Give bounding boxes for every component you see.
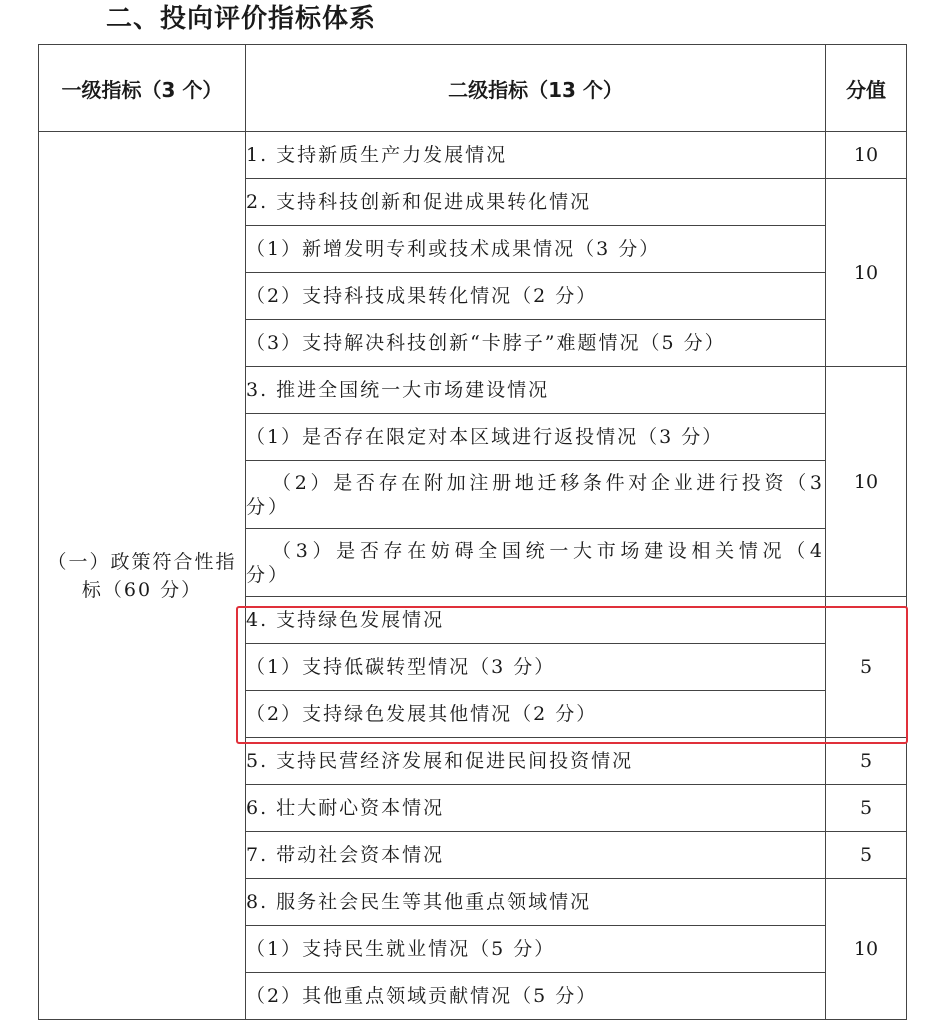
indicator-sub-item: （2）其他重点领域贡献情况（5 分） [246,973,826,1020]
indicator-item: 5. 支持民营经济发展和促进民间投资情况 [246,738,826,785]
indicator-sub-item: （2）是否存在附加注册地迁移条件对企业进行投资（3 分） [246,461,826,529]
indicator-item: 3. 推进全国统一大市场建设情况 [246,367,826,414]
indicator-sub-item: （3）是否存在妨碍全国统一大市场建设相关情况（4 分） [246,529,826,597]
indicator-sub-item: （2）支持科技成果转化情况（2 分） [246,273,826,320]
level1-indicator: （一）政策符合性指标（60 分） [39,132,246,1020]
indicator-sub-item: （1）是否存在限定对本区域进行返投情况（3 分） [246,414,826,461]
indicator-item: 1. 支持新质生产力发展情况 [246,132,826,179]
score-cell: 10 [826,179,907,367]
indicator-item: 7. 带动社会资本情况 [246,832,826,879]
indicator-sub-item: （1）支持民生就业情况（5 分） [246,926,826,973]
indicator-sub-item: （2）支持绿色发展其他情况（2 分） [246,691,826,738]
indicator-item: 4. 支持绿色发展情况 [246,597,826,644]
evaluation-index-table [38,44,907,1020]
table-row [39,132,907,179]
header-level2: 二级指标（13 个） [246,45,826,132]
section-title: 二、投向评价指标体系 [106,4,377,34]
header-score: 分值 [826,45,907,132]
score-cell: 5 [826,832,907,879]
indicator-item: 2. 支持科技创新和促进成果转化情况 [246,179,826,226]
header-level1: 一级指标（3 个） [39,45,246,132]
score-cell: 10 [826,879,907,1020]
score-cell: 5 [826,738,907,785]
indicator-sub-item: （3）支持解决科技创新“卡脖子”难题情况（5 分） [246,320,826,367]
indicator-sub-item: （1）新增发明专利或技术成果情况（3 分） [246,226,826,273]
indicator-item: 8. 服务社会民生等其他重点领域情况 [246,879,826,926]
score-cell: 10 [826,132,907,179]
score-cell: 5 [826,785,907,832]
score-cell: 5 [826,597,907,738]
indicator-sub-item: （1）支持低碳转型情况（3 分） [246,644,826,691]
table-header-row [39,45,907,132]
score-cell: 10 [826,367,907,597]
indicator-item: 6. 壮大耐心资本情况 [246,785,826,832]
